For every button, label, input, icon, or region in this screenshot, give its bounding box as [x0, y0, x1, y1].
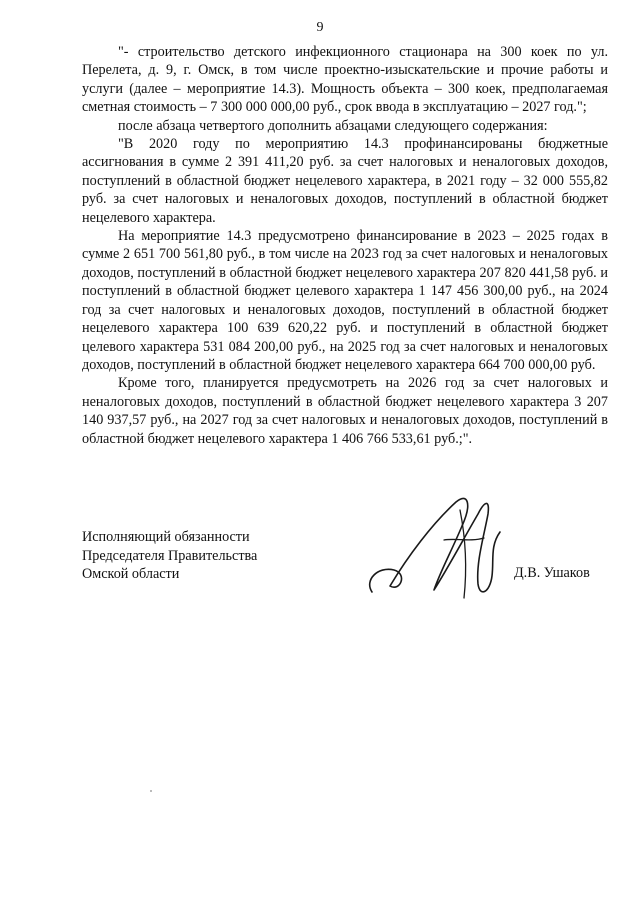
paragraph-object-description: "- строительство детского инфекционного стационара на 300 коек по ул. Перелета, д. 9, г. Омск, в том числе проектно-изыскательские и прочие работы и услуги (далее – мероприятие 14.3). Мощность объекта – 300 коек, предполагаемая сметная стоимость – 7 300 000 000,00 руб., срок ввода в эксплуатацию – 2027 год."; — [82, 44, 608, 116]
page-number: 9 — [316, 20, 324, 35]
scan-speck — [150, 790, 152, 792]
signatory-name: Д.В. Ушаков — [514, 565, 590, 581]
document-body — [82, 43, 608, 448]
position-line-2: Председателя Правительства — [82, 547, 258, 564]
signatory-position — [82, 528, 257, 584]
paragraph-financing-2026-2027: Кроме того, планируется предусмотреть на 2026 год за счет налоговых и неналоговых доходов, поступлений в областной бюджет нецелевого характера 3 207 140 937,57 руб., на 2027 год за счет налоговых и неналоговых доходов, поступлений в областной бюджет нецелевого характера 1 406 766 533,61 руб.;". — [82, 375, 608, 447]
position-line-3: Омской области — [82, 566, 180, 583]
paragraph-financing-2020-2021: "В 2020 году по мероприятию 14.3 профинансированы бюджетные ассигнования в сумме 2 391 411,20 руб. за счет налоговых и неналоговых доходов, поступлений в областной бюджет нецелевого характера, в 2021 году – 32 000 555,82 руб. за счет налоговых и неналоговых доходов, поступлений в областной бюджет нецелевого характера. — [82, 136, 608, 226]
position-line-1: Исполняющий обязанности — [82, 529, 250, 545]
handwritten-signature — [360, 480, 520, 610]
paragraph-amendment-instruction: после абзаца четвертого дополнить абзацами следующего содержания: — [118, 117, 548, 134]
paragraph-financing-2023-2025: На мероприятие 14.3 предусмотрено финансирование в 2023 – 2025 годах в сумме 2 651 700 561,80 руб., в том числе на 2023 год за счет налоговых и неналоговых доходов, поступлений в областной бюджет нецелевого характера 207 820 441,58 руб. и поступлений в областной бюджет целевого характера 1 147 456 300,00 руб., на 2024 год за счет налоговых и неналоговых доходов, поступлений в областной бюджет нецелевого характера 100 639 620,22 руб. и поступлений в областной бюджет целевого характера 531 084 200,00 руб., на 2025 год за счет налоговых и неналоговых доходов, поступлений в областной бюджет нецелевого характера 664 700 000,00 руб. — [82, 228, 608, 373]
